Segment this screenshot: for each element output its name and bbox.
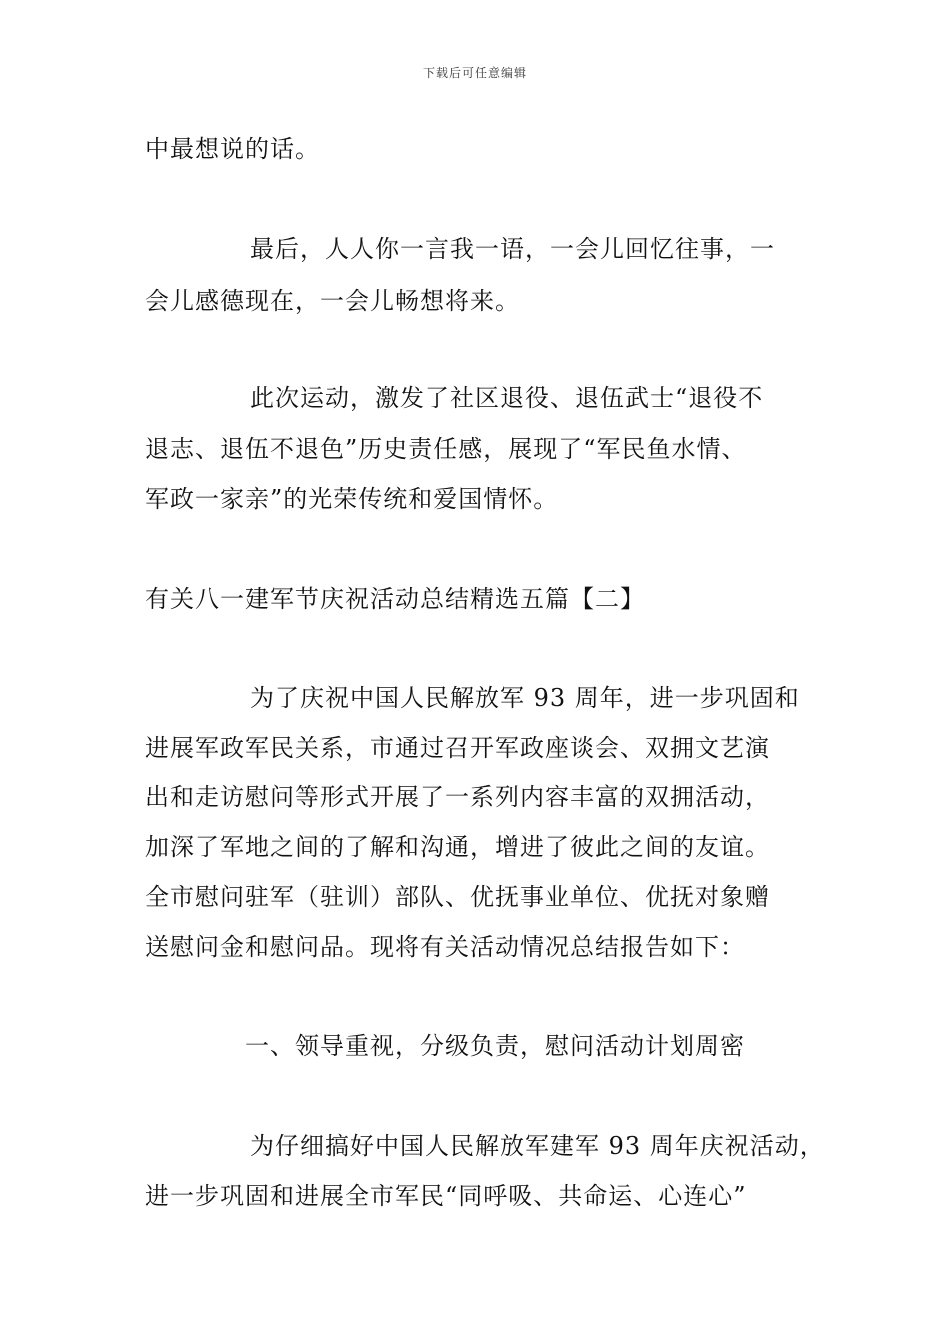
paragraph-line: 进展军政军民关系，市通过召开军政座谈会、双拥文艺演	[145, 734, 770, 762]
paragraph-line: 中最想说的话。	[145, 135, 320, 163]
paragraph-line: 为了庆祝中国人民解放军 93 周年，进一步巩固和	[250, 684, 800, 712]
paragraph-line: 送慰问金和慰问品。现将有关活动情况总结报告如下：	[145, 933, 745, 961]
page-header-note: 下载后可任意编辑	[422, 66, 527, 80]
paragraph-line: 最后，人人你一言我一语，一会儿回忆往事，一	[250, 235, 775, 263]
paragraph-line: 此次运动，激发了社区退役、退伍武士“退役不	[250, 384, 764, 412]
paragraph-line: 会儿感德现在，一会儿畅想将来。	[145, 287, 520, 315]
paragraph-line: 退志、退伍不退色”历史责任感，展现了“军民鱼水情、	[145, 435, 747, 463]
paragraph-line: 军政一家亲”的光荣传统和爱国情怀。	[145, 485, 559, 513]
paragraph-line: 出和走访慰问等形式开展了一系列内容丰富的双拥活动，	[145, 783, 770, 811]
paragraph-line: 进一步巩固和进展全市军民“同呼吸、共命运、心连心”	[145, 1182, 747, 1210]
paragraph-line: 加深了军地之间的了解和沟通，增进了彼此之间的友谊。	[145, 833, 770, 861]
subsection-heading: 一、领导重视，分级负责，慰问活动计划周密	[245, 1032, 745, 1060]
paragraph-line: 为仔细搞好中国人民解放军建军 93 周年庆祝活动，	[250, 1132, 825, 1160]
section-title: 有关八一建军节庆祝活动总结精选五篇【二】	[145, 585, 645, 613]
paragraph-line: 全市慰问驻军（驻训）部队、优抚事业单位、优抚对象赠	[145, 883, 770, 911]
